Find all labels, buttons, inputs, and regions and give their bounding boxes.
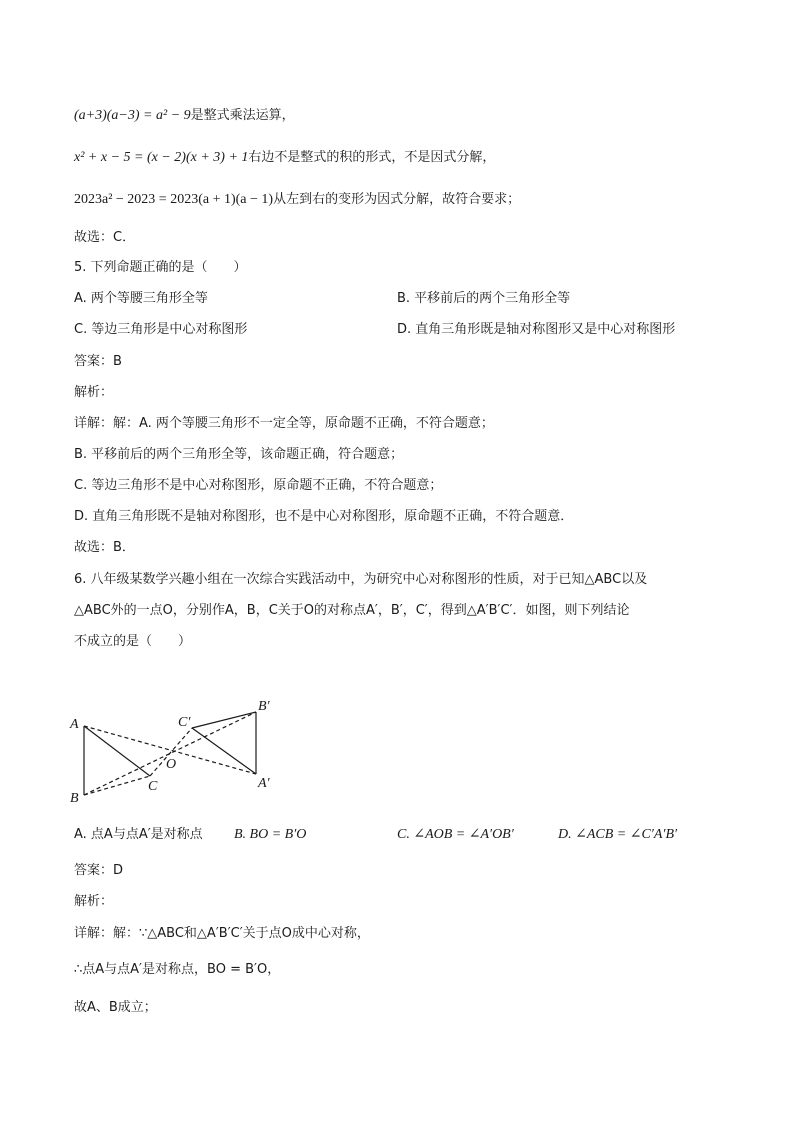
label-b: B xyxy=(70,791,79,806)
q5-detail-2: B. 平移前后的两个三角形全等，该命题正确，符合题意； xyxy=(74,447,404,462)
label-b-prime: B′ xyxy=(258,699,270,714)
q6-option-b: B. BO = B′O xyxy=(234,827,307,842)
q5-stem: 5. 下列命题正确的是（ ） xyxy=(74,260,247,275)
q5-choice: 故选：B． xyxy=(74,540,135,555)
segment-a1c1 xyxy=(192,728,256,774)
label-o: O xyxy=(166,757,177,772)
q6-option-a: A. 点A与点A′是对称点 xyxy=(74,827,203,842)
intro-choice: 故选：C． xyxy=(74,230,136,245)
q6-detail-2: ∴点A与点A′是对称点，BO = B′O， xyxy=(74,962,281,977)
intro-text-1: 是整式乘法运算， xyxy=(190,108,295,123)
q6-detail-1: 详解：解：∵△ABC和△A′B′C′关于点O成中心对称， xyxy=(74,926,370,941)
q5-answer: 答案：B xyxy=(74,354,122,369)
equation-3: 2023a² − 2023 = 2023(a + 1)(a − 1) xyxy=(74,192,274,207)
intro-line-2 xyxy=(74,148,495,168)
intro-text-2: 右边不是整式的积的形式，不是因式分解， xyxy=(248,150,496,165)
q6-option-d: D. ∠ACB = ∠C′A′B′ xyxy=(558,827,678,842)
q6-stem-3: 不成立的是（ ） xyxy=(74,634,192,649)
equation-1: (a+3)(a−3) = a² − 9 xyxy=(74,108,191,123)
q5-option-a: A. 两个等腰三角形全等 xyxy=(74,291,208,306)
intro-line-1 xyxy=(74,106,295,126)
q5-option-c: C. 等边三角形是中心对称图形 xyxy=(74,322,248,337)
intro-text-3: 从左到右的变形为因式分解，故符合要求； xyxy=(273,192,521,207)
label-a-prime: A′ xyxy=(258,776,270,791)
q5-option-b: B. 平移前后的两个三角形全等 xyxy=(397,291,571,306)
q5-detail-3: C. 等边三角形不是中心对称图形，原命题不正确，不符合题意； xyxy=(74,478,443,493)
q5-analysis-label: 解析： xyxy=(74,385,114,400)
q5-detail-1: 详解：解：A. 两个等腰三角形不一定全等，原命题不正确，不符合题意； xyxy=(74,416,494,431)
equation-2: x² + x − 5 = (x − 2)(x + 3) + 1 xyxy=(74,150,249,165)
segment-ac xyxy=(84,726,150,776)
segment-b1c1 xyxy=(192,712,256,728)
q6-stem-2: △ABC外的一点O，分别作A，B，C关于O的对称点A′，B′，C′，得到△A′B′C′．如图，则下列结论 xyxy=(74,603,630,618)
label-a: A xyxy=(70,717,79,732)
central-symmetry-figure xyxy=(66,692,286,817)
q5-option-d: D. 直角三角形既是轴对称图形又是中心对称图形 xyxy=(397,322,676,337)
q6-analysis-label: 解析： xyxy=(74,894,114,909)
intro-line-3 xyxy=(74,190,520,210)
q6-detail-3: 故A、B成立； xyxy=(74,1000,157,1015)
label-c-prime: C′ xyxy=(178,715,191,730)
q5-detail-4: D. 直角三角形既不是轴对称图形，也不是中心对称图形，原命题不正确，不符合题意． xyxy=(74,509,574,524)
q6-answer: 答案：D xyxy=(74,863,124,878)
q6-stem-1: 6. 八年级某数学兴趣小组在一次综合实践活动中，为研究中心对称图形的性质，对于已知△ABC以及 xyxy=(74,572,648,587)
label-c: C xyxy=(148,779,158,794)
q6-option-c: C. ∠AOB = ∠A′OB′ xyxy=(397,827,514,842)
